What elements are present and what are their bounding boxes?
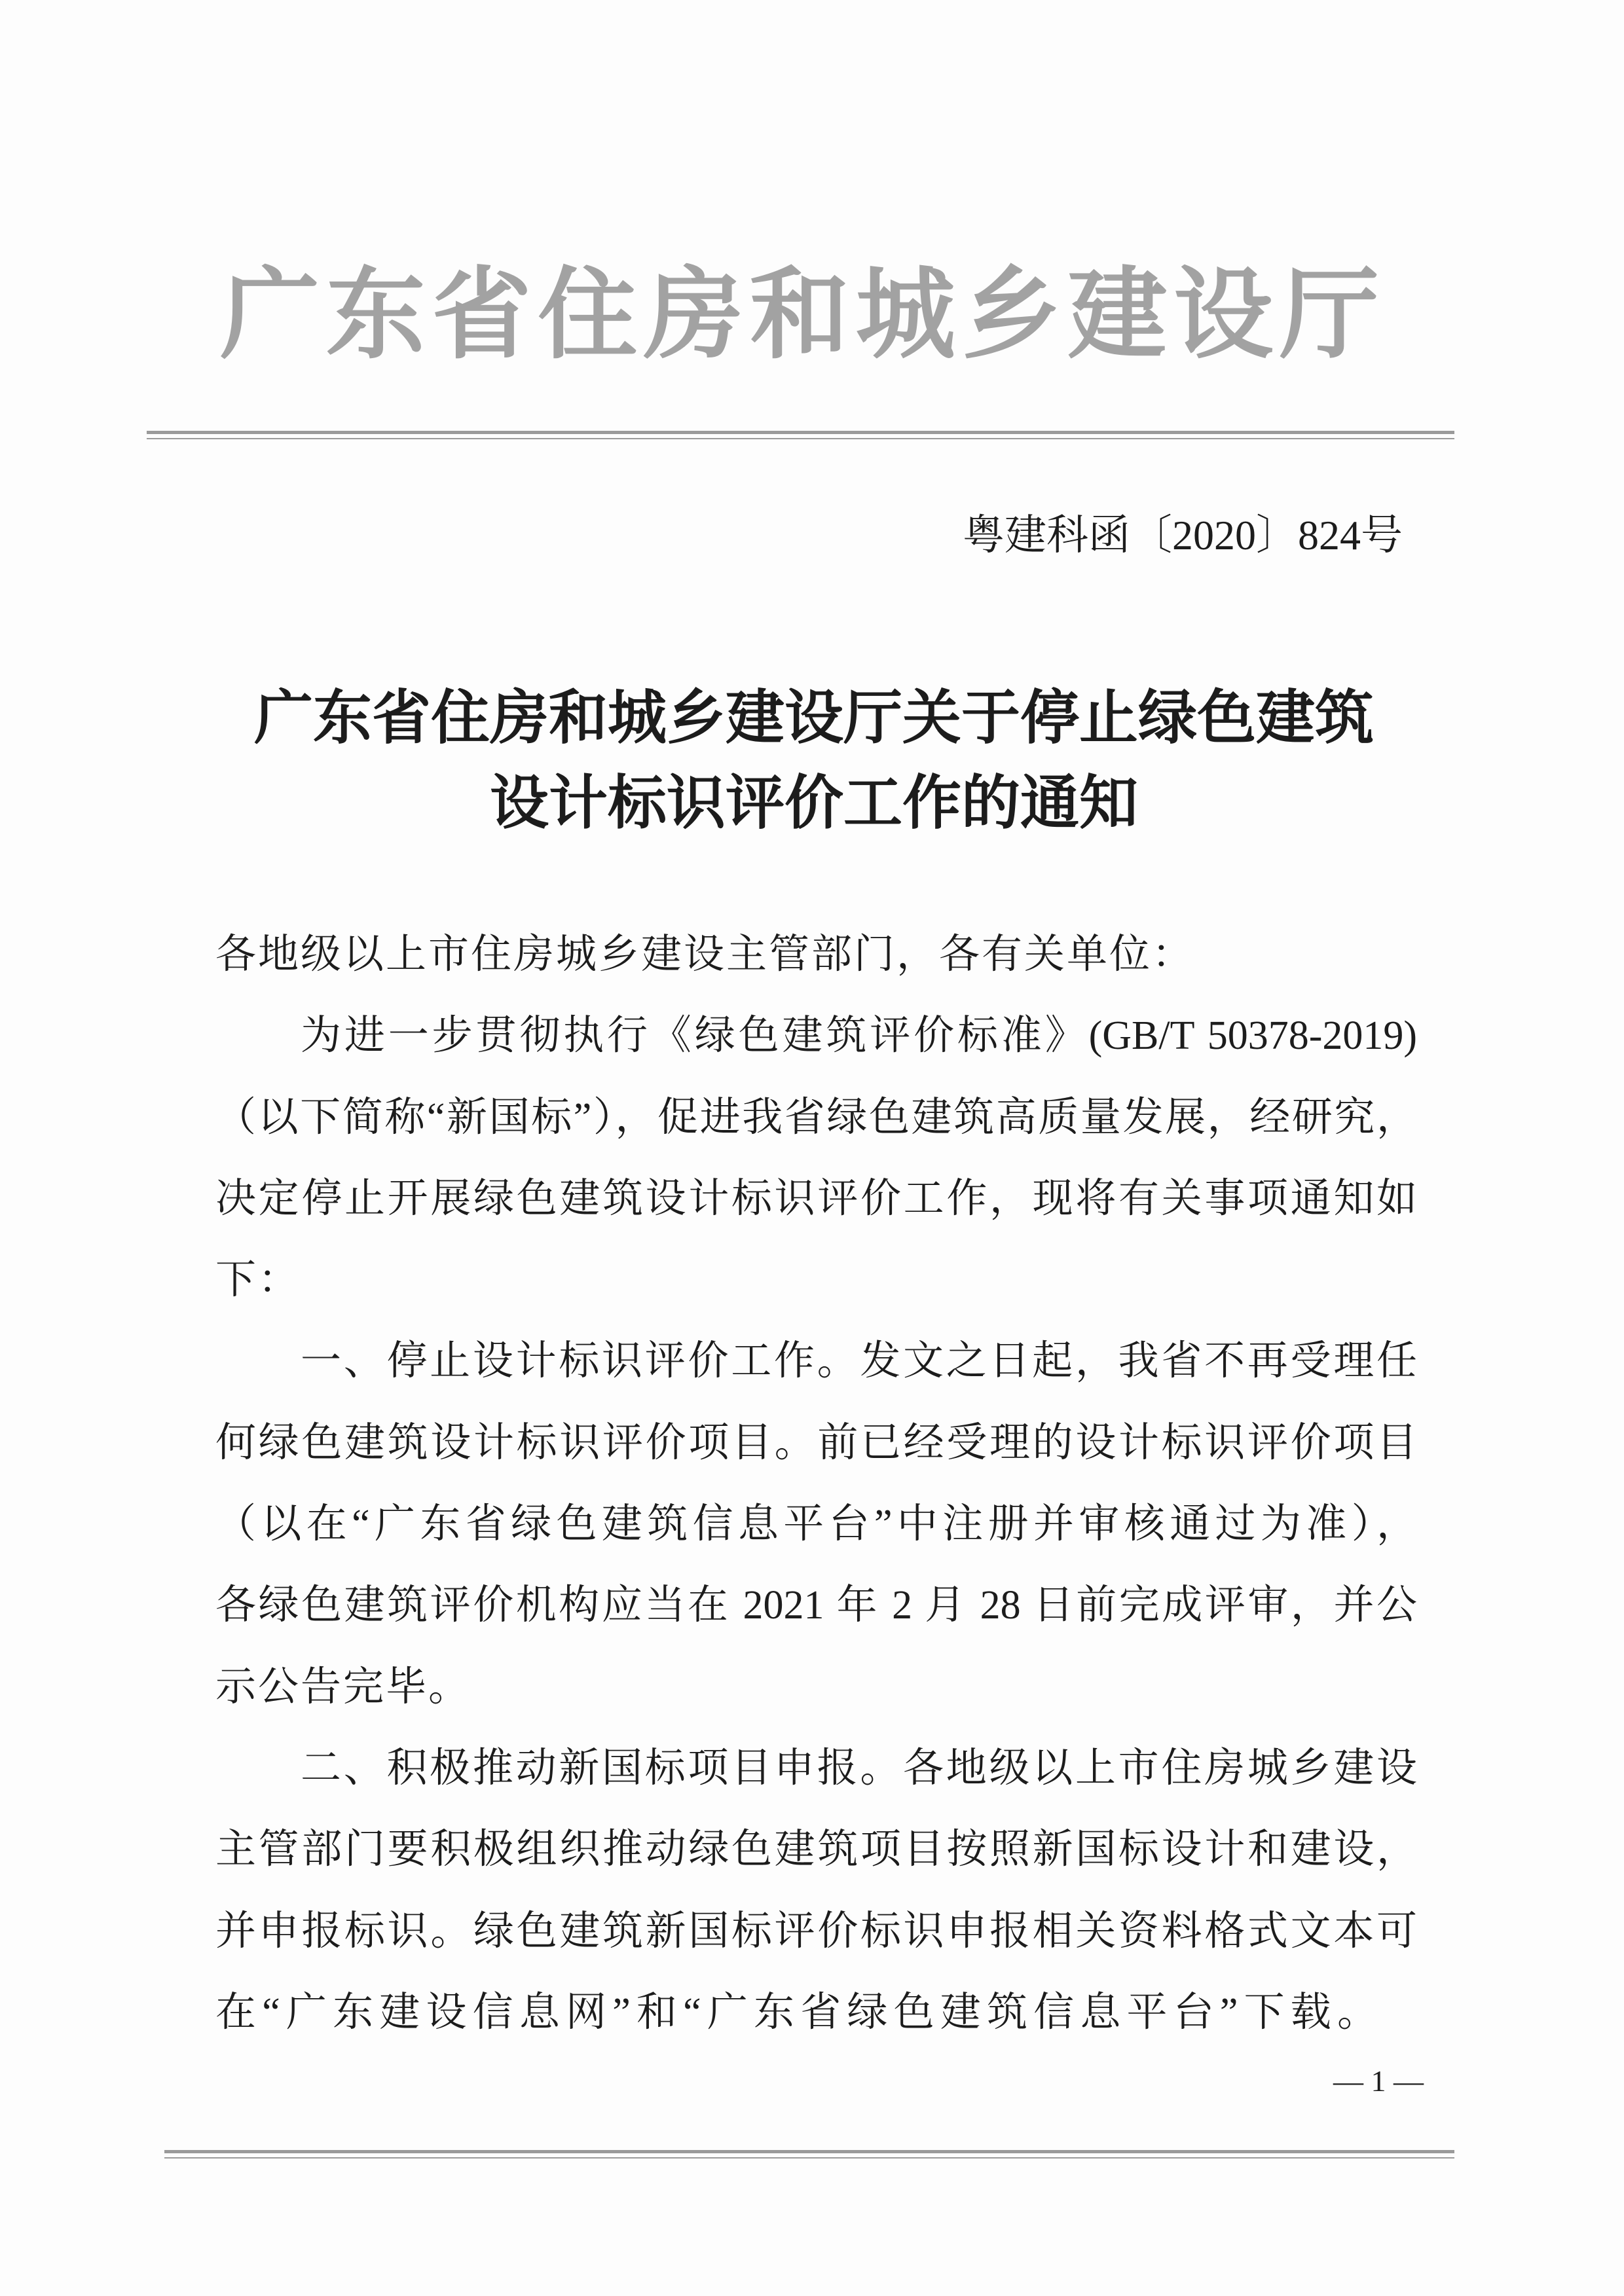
paragraph-intro-line: （以下简称“新国标”），促进我省绿色建筑高质量发展，经研究， <box>215 1095 1417 1140</box>
footer-double-rule <box>164 2150 1454 2159</box>
document-body <box>215 914 1417 2053</box>
paragraph-item-1-line: 何绿色建筑设计标识评价项目。前已经受理的设计标识评价项目 <box>215 1420 1417 1465</box>
paragraph-item-2-line: 主管部门要积极组织推动绿色建筑项目按照新国标设计和建设， <box>215 1827 1417 1872</box>
paragraph-item-1-line: 各绿色建筑评价机构应当在 2021 年 2 月 28 日前完成评审，并公 <box>215 1583 1417 1628</box>
page-number: — 1 — <box>1333 2064 1424 2098</box>
title-line-2: 设计标识评价工作的通知 <box>490 771 1138 836</box>
letterhead-double-rule <box>147 431 1454 439</box>
paragraph-item-1-line: 一、停止设计标识评价工作。发文之日起，我省不再受理任 <box>301 1339 1417 1384</box>
agency-letterhead: 广东省住房和城乡建设厅 <box>220 261 1379 371</box>
document-number: 粤建科函〔2020〕824号 <box>963 512 1403 558</box>
paragraph-item-2-line: 在“广东建设信息网”和“广东省绿色建筑信息平台”下载。 <box>215 1990 1378 2035</box>
document-title <box>131 676 1497 847</box>
paragraph-intro-line: 为进一步贯彻执行《绿色建筑评价标准》(GB/T 50378-2019) <box>301 1013 1417 1059</box>
title-line-1: 广东省住房和城乡建设厅关于停止绿色建筑 <box>254 686 1374 751</box>
paragraph-item-2-line: 并申报标识。绿色建筑新国标评价标识申报相关资料格式文本可 <box>215 1908 1417 1954</box>
paragraph-item-1-line: 示公告完毕。 <box>215 1664 471 1709</box>
paragraph-intro-line: 下： <box>215 1258 301 1303</box>
paragraph-item-2-line: 二、积极推动新国标项目申报。各地级以上市住房城乡建设 <box>301 1745 1417 1791</box>
paragraph-intro-line: 决定停止开展绿色建筑设计标识评价工作，现将有关事项通知如 <box>215 1176 1417 1221</box>
salutation: 各地级以上市住房城乡建设主管部门，各有关单位： <box>215 932 1195 977</box>
paragraph-item-1-line: （以在“广东省绿色建筑信息平台”中注册并审核通过为准）， <box>215 1502 1417 1547</box>
